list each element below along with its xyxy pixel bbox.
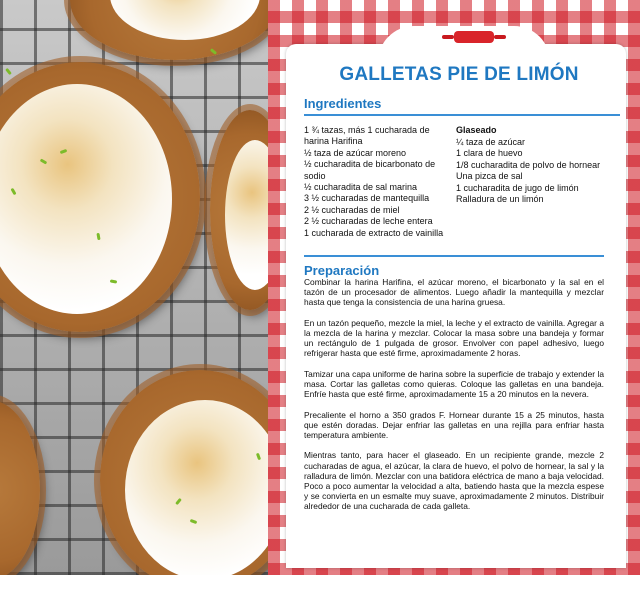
ingredients-list	[304, 125, 454, 239]
list-item: ¼ taza de azúcar	[456, 137, 526, 147]
list-item: 2 ½ cucharadas de miel	[304, 204, 400, 215]
preparation-steps	[304, 277, 604, 522]
preparation-step: Mientras tanto, para hacer el glaseado. En un recipiente grande, mezcle 2 cucharadas de agua, el azúcar, la clara de huevo, el polvo de hornear, la sal y la ralladura de limón. Mezclar con una batidora eléctrica de mano a baja velocidad. Poco a poco aumentar la velocidad a alta, batiendo hasta que la mezcla espese y se convierta en un esmalte muy suave, aproximadamente 2 minutos. Distribuir alrededor de una cucharada de cada galleta.	[304, 450, 604, 512]
preparation-divider	[304, 255, 604, 257]
list-item: 1 cucharadita de jugo de limón	[456, 182, 579, 193]
list-item: 1 ¾ tazas, más 1 cucharada de harina Harifina	[304, 125, 430, 147]
list-item: 1 cucharada de extracto de vainilla	[304, 227, 444, 238]
list-item: ½ cucharadita de sal marina	[304, 182, 418, 193]
list-item: 3 ½ cucharadas de mantequilla	[304, 193, 430, 204]
preparation-step: En un tazón pequeño, mezcle la miel, la leche y el extracto de vainilla. Agregar a la mezcla de la harina y mezclar. Colocar la masa sobre una bandeja y formar un rectángulo de 1 pulgada de grosor. Envolver con papel adhesivo, luego refrigerar hasta que esté firme, aproximadamente 2 horas.	[304, 317, 604, 359]
glaze-list	[456, 137, 621, 205]
ingredients-divider	[304, 114, 620, 116]
preparation-step: Tamizar una capa uniforme de harina sobre la superficie de trabajo y extender la masa. Cortar las galletas como quieras. Coloque las galletas en una bandeja. Enfríe hasta que esté firme, aproximadamente 15 a 20 minutos en la nevera.	[304, 368, 604, 400]
lime-zest	[5, 68, 12, 75]
preparation-step: Combinar la harina Harifina, el azúcar moreno, el bicarbonato y la sal en el tazón de un procesador de alimentos. Luego añadir la mantequilla y mezclar hasta que tenga la consistencia de una harina gruesa.	[304, 277, 604, 308]
cookies-photo	[0, 0, 268, 575]
list-item: ½ cucharadita de bicarbonato de sodio	[304, 159, 436, 181]
recipe-title: GALLETAS PIE DE LIMÓN	[339, 64, 579, 85]
ingredients-heading: Ingredientes	[304, 96, 382, 111]
list-item: Una pizca de sal	[456, 171, 523, 182]
list-item: ½ taza de azúcar moreno	[304, 147, 407, 158]
list-item: 2 ½ cucharadas de leche entera	[304, 216, 433, 227]
list-item: 1 clara de huevo	[456, 148, 523, 159]
glaze-heading: Glaseado	[456, 125, 497, 135]
rolling-pin-icon	[442, 30, 506, 44]
preparation-heading: Preparación	[304, 263, 380, 278]
list-item: 1/8 cucharadita de polvo de hornear	[456, 159, 601, 170]
bottom-margin	[0, 575, 640, 614]
list-item: Ralladura de un limón	[456, 194, 544, 205]
cookie-bottom-left	[0, 400, 40, 575]
preparation-step: Precaliente el horno a 350 grados F. Hornear durante 15 a 25 minutos, hasta que estén doradas. Dejar enfriar las galletas en una rejilla para enfriar hasta temperatura ambiente.	[304, 409, 604, 440]
